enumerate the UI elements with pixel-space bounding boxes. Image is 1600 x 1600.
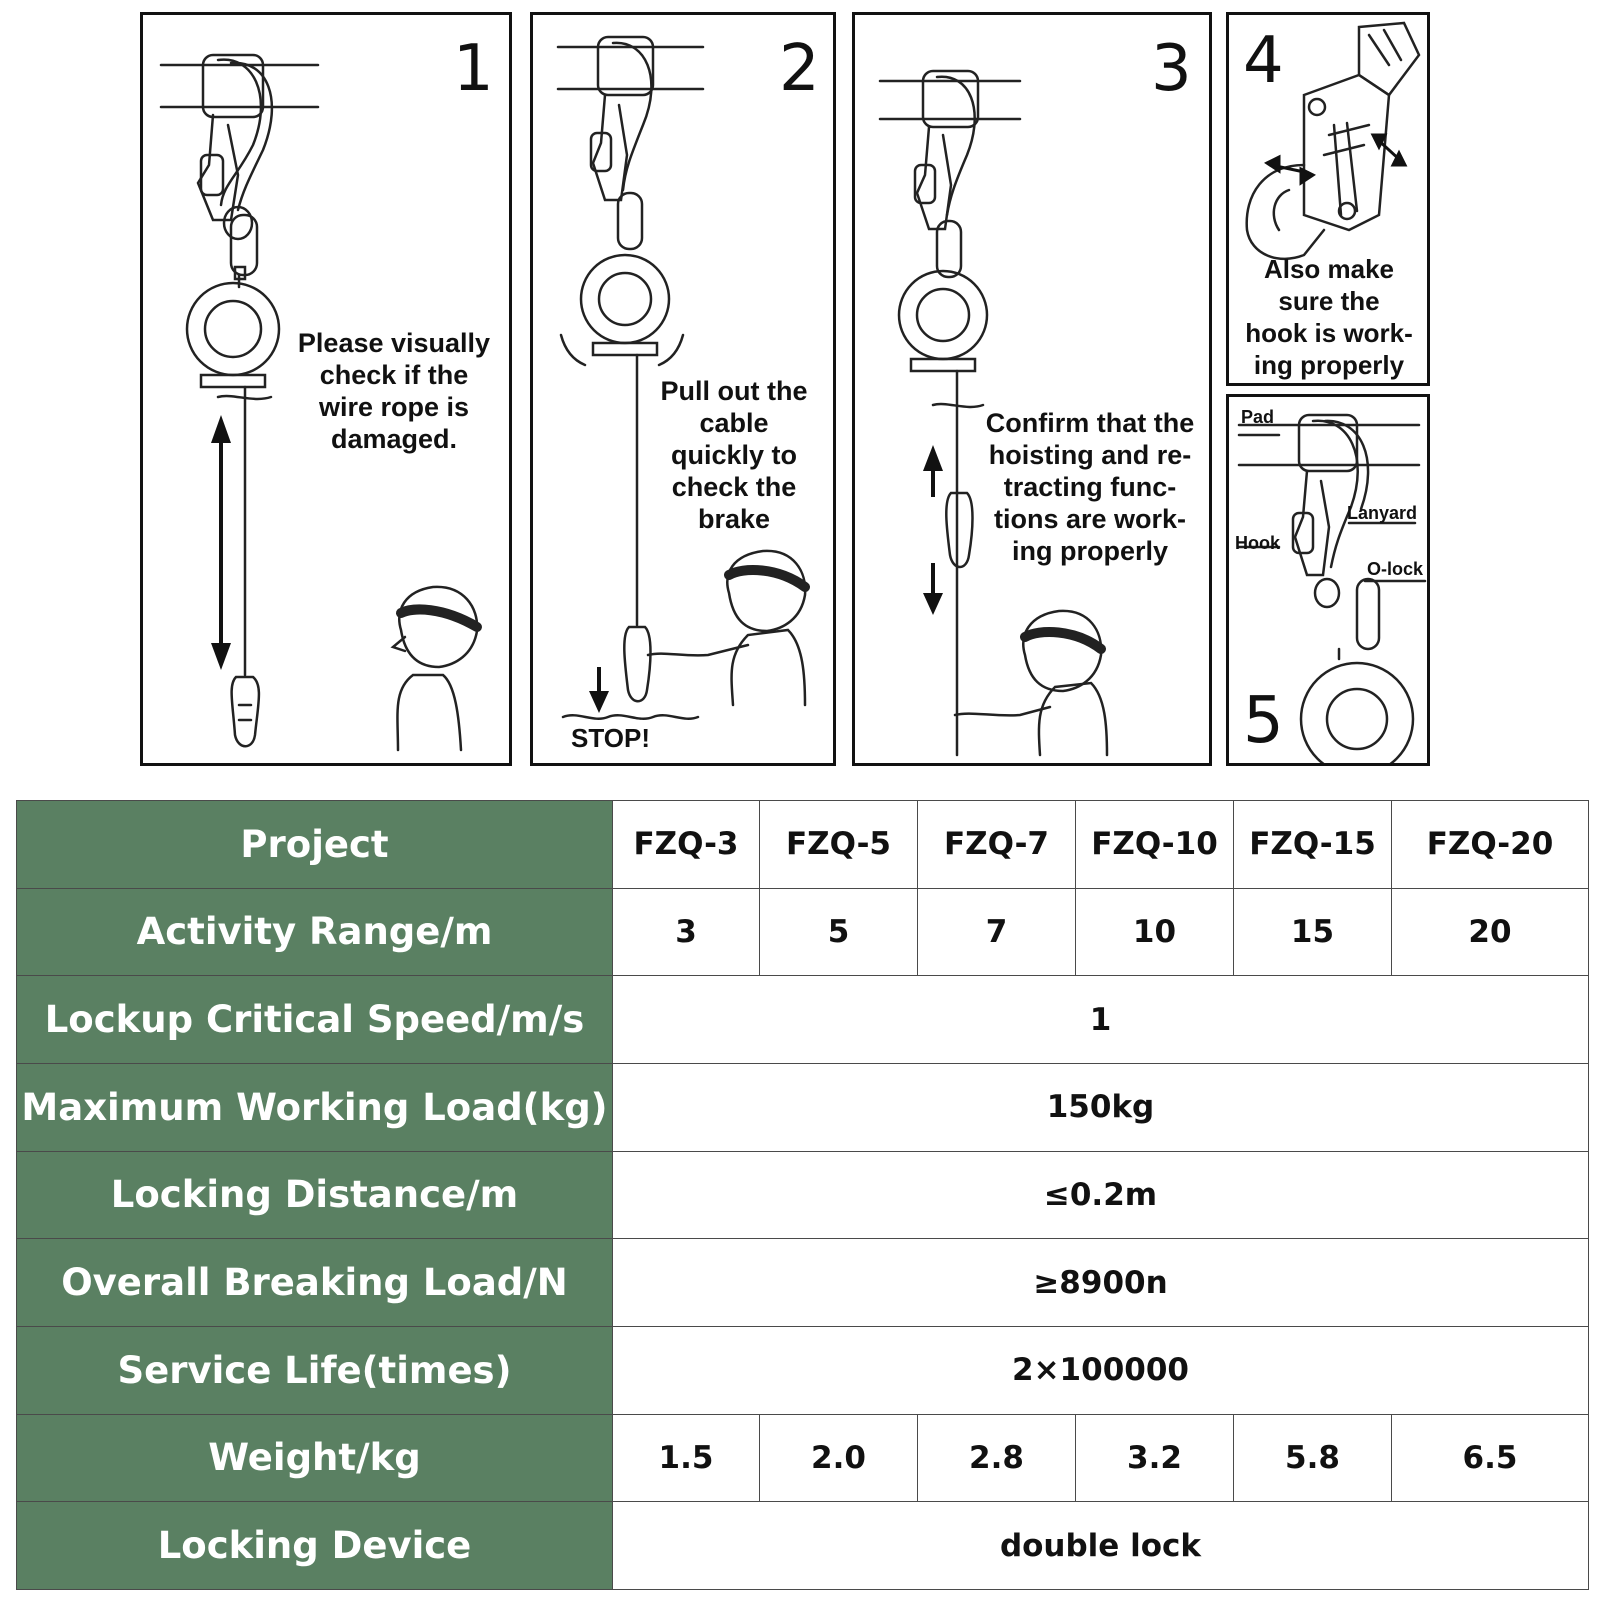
row-label: Maximum Working Load(kg) — [17, 1063, 613, 1151]
step-1-instruction: Please visually check if the wire rope is damaged. — [297, 328, 491, 454]
model-header: FZQ-5 — [760, 801, 918, 889]
table-cell: ≤0.2m — [613, 1151, 1589, 1239]
pad-label: Pad — [1241, 407, 1275, 427]
table-cell: double lock — [613, 1502, 1589, 1590]
step-2-number: 2 — [779, 32, 820, 106]
table-row — [17, 1063, 1589, 1151]
step-3-number: 3 — [1151, 32, 1192, 106]
table-cell: 2×100000 — [613, 1326, 1589, 1414]
table-row — [17, 1502, 1589, 1590]
model-header: FZQ-3 — [613, 801, 760, 889]
table-row — [17, 1326, 1589, 1414]
step-3-illustration — [855, 15, 1212, 766]
model-header: FZQ-7 — [918, 801, 1076, 889]
step-5-number: 5 — [1243, 684, 1284, 758]
row-label: Service Life(times) — [17, 1326, 613, 1414]
step-4-instruction: Also make sure the hook is work- ing properly — [1245, 254, 1413, 380]
table-row — [17, 1414, 1589, 1502]
stop-label: STOP! — [571, 723, 650, 753]
table-cell: 5 — [760, 888, 918, 976]
table-cell: 5.8 — [1234, 1414, 1392, 1502]
row-label: Weight/kg — [17, 1414, 613, 1502]
table-cell: 15 — [1234, 888, 1392, 976]
table-cell: 7 — [918, 888, 1076, 976]
step-3-instruction: Confirm that the hoisting and re- tracting func- tions are work- ing properly — [985, 408, 1195, 566]
table-row — [17, 888, 1589, 976]
table-cell: 2.8 — [918, 1414, 1076, 1502]
row-label: Locking Distance/m — [17, 1151, 613, 1239]
model-header: FZQ-10 — [1076, 801, 1234, 889]
table-cell: ≥8900n — [613, 1239, 1589, 1327]
table-cell: 20 — [1392, 888, 1589, 976]
table-cell: 150kg — [613, 1063, 1589, 1151]
table-header-row — [17, 801, 1589, 889]
table-cell: 1.5 — [613, 1414, 760, 1502]
step-3-panel — [852, 12, 1212, 766]
table-row — [17, 1151, 1589, 1239]
step-1-number: 1 — [453, 32, 494, 106]
row-label: Overall Breaking Load/N — [17, 1239, 613, 1327]
table-row — [17, 976, 1589, 1064]
olock-label: O-lock — [1367, 559, 1424, 579]
row-label: Lockup Critical Speed/m/s — [17, 976, 613, 1064]
model-header: FZQ-20 — [1392, 801, 1589, 889]
model-header: FZQ-15 — [1234, 801, 1392, 889]
hook-label: Hook — [1235, 533, 1280, 553]
lanyard-label: Lanyard — [1347, 503, 1418, 523]
step-2-instruction: Pull out the cable quickly to check the brake — [660, 376, 808, 534]
step-1-panel — [140, 12, 512, 766]
table-cell: 2.0 — [760, 1414, 918, 1502]
row-label: Activity Range/m — [17, 888, 613, 976]
step-4-panel — [1226, 12, 1430, 386]
project-header: Project — [17, 801, 613, 889]
step-4-number: 4 — [1243, 24, 1284, 98]
step-5-panel — [1226, 394, 1430, 766]
table-cell: 1 — [613, 976, 1589, 1064]
table-cell: 10 — [1076, 888, 1234, 976]
table-cell: 6.5 — [1392, 1414, 1589, 1502]
row-label: Locking Device — [17, 1502, 613, 1590]
step-2-panel — [530, 12, 836, 766]
table-cell: 3 — [613, 888, 760, 976]
table-cell: 3.2 — [1076, 1414, 1234, 1502]
table-row — [17, 1239, 1589, 1327]
spec-table — [16, 800, 1589, 1590]
